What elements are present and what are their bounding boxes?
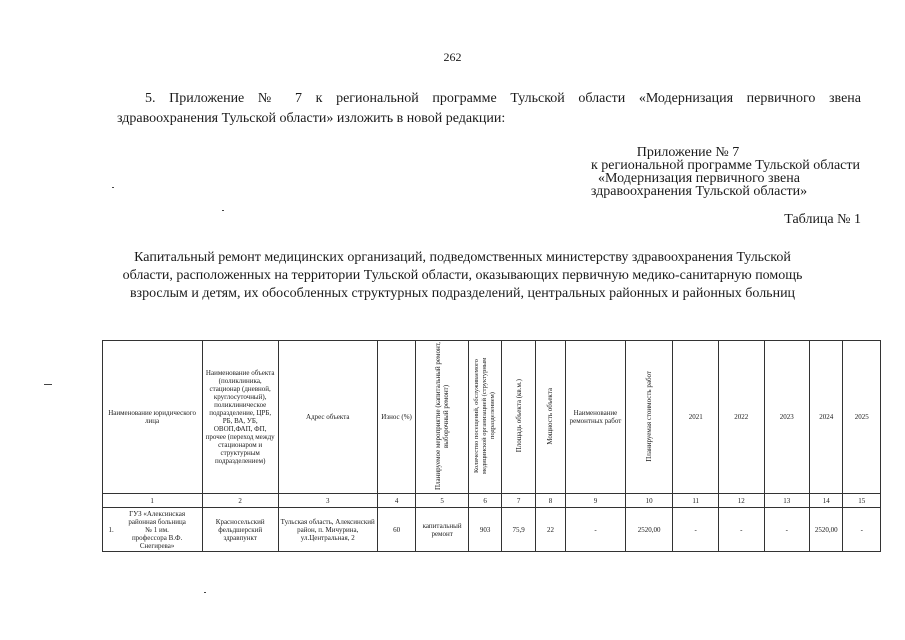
intro-paragraph-line-2: здравоохранения Тульской области» изложить в новой редакции: xyxy=(117,111,506,126)
header-wear: Износ (%) xyxy=(377,341,415,494)
column-number: 4 xyxy=(377,494,415,508)
scan-speck xyxy=(44,384,52,385)
scan-speck xyxy=(204,592,206,593)
header-visits: Количество посещений, обслуживаемого медицинской организацией (структурным подразделением) xyxy=(468,341,501,494)
scan-speck xyxy=(112,187,114,188)
column-number: 9 xyxy=(566,494,626,508)
cell-capacity: 22 xyxy=(535,508,565,552)
header-planned-activity: Планируемое мероприятие (капитальный ремонт, выборочный ремонт) xyxy=(416,341,469,494)
column-number: 14 xyxy=(810,494,843,508)
cell-legal-entity xyxy=(102,508,202,552)
column-number: 2 xyxy=(202,494,278,508)
cell-2023: - xyxy=(764,508,810,552)
cell-address: Тульская область, Алексинский район, п. Мичурина, ул.Центральная, 2 xyxy=(278,508,377,552)
table-row xyxy=(102,508,881,552)
cell-2024: 2520,00 xyxy=(810,508,843,552)
cell-area: 75,9 xyxy=(502,508,535,552)
cell-visits: 903 xyxy=(468,508,501,552)
column-number-row xyxy=(102,494,881,508)
header-object-name: Наименование объекта (поликлиника, стационар (дневной, круглосуточный), поликлиническое подразделение, ЦРБ, РБ, ВА, УБ, ОВОП,ФАП, ФП, прочее (переход между стационаром и структурным подразделением) xyxy=(202,341,278,494)
column-number: 8 xyxy=(535,494,565,508)
header-legal-entity: Наименование юридического лица xyxy=(102,341,202,494)
header-object-address: Адрес объекта xyxy=(278,341,377,494)
header-year-2025: 2025 xyxy=(843,341,881,494)
intro-paragraph-line-1: 5. Приложение № 7 к региональной программе Тульской области «Модернизация первичного звена xyxy=(145,91,861,106)
page-number: 262 xyxy=(443,50,462,64)
appendix-heading-line: к региональной программе Тульской области xyxy=(590,158,860,173)
document-title-line: Капитальный ремонт медицинских организаций, подведомственных министерству здравоохранения Тульской xyxy=(134,250,791,265)
capital-repair-table xyxy=(102,340,881,552)
column-number: 3 xyxy=(278,494,377,508)
cell-works: - xyxy=(566,508,626,552)
header-year-2021: 2021 xyxy=(673,341,719,494)
cell-2022: - xyxy=(718,508,764,552)
header-year-2024: 2024 xyxy=(810,341,843,494)
header-year-2022: 2022 xyxy=(718,341,764,494)
appendix-heading-line: здравоохранения Тульской области» xyxy=(590,184,808,199)
header-repair-works: Наименование ремонтных работ xyxy=(566,341,626,494)
header-area: Площадь объекта (кв.м.) xyxy=(502,341,535,494)
column-number: 7 xyxy=(502,494,535,508)
cell-activity: капитальный ремонт xyxy=(416,508,469,552)
column-number: 10 xyxy=(625,494,673,508)
table-header-row xyxy=(102,341,881,494)
header-planned-cost: Планируемая стоимость работ xyxy=(625,341,673,494)
row-index: 1. xyxy=(108,526,114,534)
scan-speck xyxy=(222,210,224,211)
column-number: 15 xyxy=(843,494,881,508)
cell-object-name: Красносельский фельдшерский здравпункт xyxy=(202,508,278,552)
appendix-heading-line: Приложение № 7 xyxy=(636,145,740,160)
legal-entity-name: ГУЗ «Алексинская районная больница № 1 им. профессора В.Ф. Снегирева» xyxy=(128,509,186,550)
table-label: Таблица № 1 xyxy=(784,212,861,227)
column-number: 5 xyxy=(416,494,469,508)
cell-cost: 2520,00 xyxy=(625,508,673,552)
column-number: 1 xyxy=(102,494,202,508)
document-title-line: области, расположенных на территории Тульской области, оказывающих первичную медико-санитарную помощь xyxy=(122,268,803,283)
column-number: 11 xyxy=(673,494,719,508)
column-number: 13 xyxy=(764,494,810,508)
column-number: 6 xyxy=(468,494,501,508)
cell-wear: 60 xyxy=(377,508,415,552)
cell-2021: - xyxy=(673,508,719,552)
document-title-line: взрослым и детям, их обособленных структурных подразделений, центральных районных и районных больниц xyxy=(129,286,796,301)
appendix-heading-line: «Модернизация первичного звена xyxy=(598,171,800,186)
cell-2025: - xyxy=(843,508,881,552)
header-year-2023: 2023 xyxy=(764,341,810,494)
column-number: 12 xyxy=(718,494,764,508)
header-capacity: Мощность объекта xyxy=(535,341,565,494)
